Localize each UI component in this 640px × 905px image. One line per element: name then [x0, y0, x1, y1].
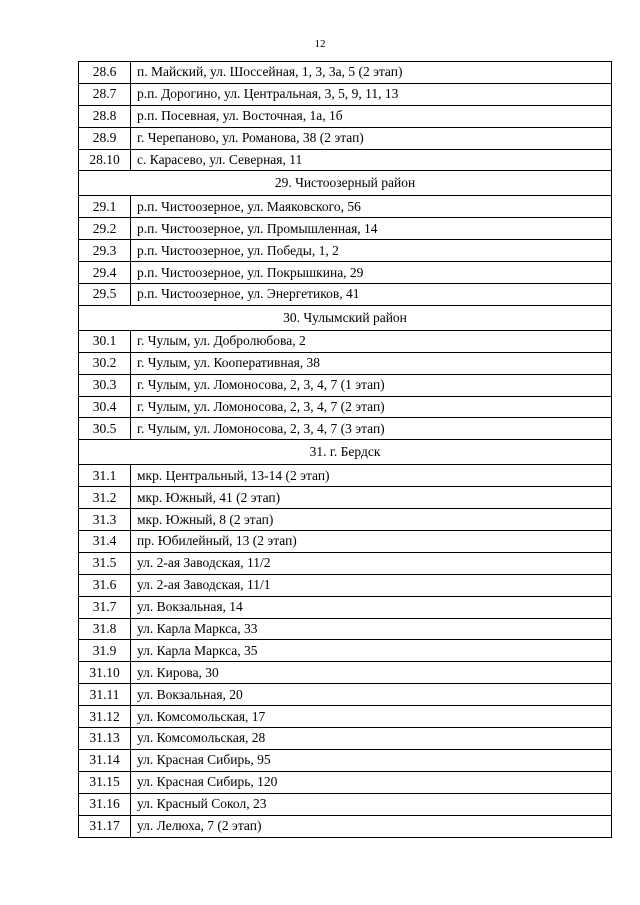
row-address: мкр. Южный, 41 (2 этап)	[131, 487, 612, 509]
table-row	[79, 640, 612, 662]
row-address: р.п. Чистоозерное, ул. Маяковского, 56	[131, 196, 612, 218]
row-number: 31.9	[79, 640, 131, 662]
row-number: 31.10	[79, 662, 131, 684]
section-header-row	[79, 440, 612, 465]
table-row	[79, 749, 612, 771]
row-address: ул. Красный Сокол, 23	[131, 793, 612, 815]
row-number: 29.2	[79, 218, 131, 240]
row-number: 31.12	[79, 706, 131, 728]
table-row	[79, 618, 612, 640]
row-address: г. Чулым, ул. Ломоносова, 2, 3, 4, 7 (2 этап)	[131, 396, 612, 418]
table-row	[79, 815, 612, 837]
address-table	[78, 61, 612, 838]
row-address: пр. Юбилейный, 13 (2 этап)	[131, 531, 612, 553]
table-row	[79, 574, 612, 596]
table-row	[79, 262, 612, 284]
row-number: 31.13	[79, 728, 131, 750]
row-address: ул. Красная Сибирь, 95	[131, 749, 612, 771]
table-row	[79, 218, 612, 240]
row-address: г. Чулым, ул. Кооперативная, 38	[131, 352, 612, 374]
row-address: ул. 2-ая Заводская, 11/2	[131, 552, 612, 574]
row-number: 29.5	[79, 284, 131, 306]
row-number: 31.5	[79, 552, 131, 574]
row-number: 31.16	[79, 793, 131, 815]
row-address: р.п. Чистоозерное, ул. Энергетиков, 41	[131, 284, 612, 306]
row-number: 31.8	[79, 618, 131, 640]
section-header-row	[79, 305, 612, 330]
row-address: ул. Вокзальная, 20	[131, 684, 612, 706]
row-address: с. Карасево, ул. Северная, 11	[131, 149, 612, 171]
row-number: 30.2	[79, 352, 131, 374]
table-row	[79, 352, 612, 374]
table-row	[79, 62, 612, 84]
row-number: 31.1	[79, 465, 131, 487]
table-row	[79, 105, 612, 127]
row-number: 28.7	[79, 83, 131, 105]
row-number: 29.3	[79, 240, 131, 262]
row-address: ул. Вокзальная, 14	[131, 596, 612, 618]
table-row	[79, 706, 612, 728]
table-row	[79, 418, 612, 440]
row-address: г. Чулым, ул. Добролюбова, 2	[131, 330, 612, 352]
table-row	[79, 374, 612, 396]
row-number: 28.9	[79, 127, 131, 149]
row-number: 31.14	[79, 749, 131, 771]
row-number: 28.8	[79, 105, 131, 127]
table-row	[79, 465, 612, 487]
page-number: 12	[314, 38, 326, 50]
row-address: г. Черепаново, ул. Романова, 38 (2 этап)	[131, 127, 612, 149]
table-row	[79, 149, 612, 171]
row-number: 28.10	[79, 149, 131, 171]
table-row	[79, 552, 612, 574]
row-number: 31.7	[79, 596, 131, 618]
row-address: р.п. Дорогино, ул. Центральная, 3, 5, 9, 11, 13	[131, 83, 612, 105]
table-row	[79, 396, 612, 418]
section-title: 29. Чистоозерный район	[79, 171, 612, 196]
table-row	[79, 684, 612, 706]
table-row	[79, 531, 612, 553]
row-address: ул. 2-ая Заводская, 11/1	[131, 574, 612, 596]
row-address: ул. Лелюха, 7 (2 этап)	[131, 815, 612, 837]
row-number: 31.3	[79, 509, 131, 531]
row-address: мкр. Южный, 8 (2 этап)	[131, 509, 612, 531]
row-address: ул. Кирова, 30	[131, 662, 612, 684]
address-table-body	[79, 62, 612, 838]
row-address: ул. Карла Маркса, 35	[131, 640, 612, 662]
row-number: 31.15	[79, 771, 131, 793]
row-number: 29.1	[79, 196, 131, 218]
table-row	[79, 596, 612, 618]
table-row	[79, 284, 612, 306]
row-number: 31.17	[79, 815, 131, 837]
row-number: 31.11	[79, 684, 131, 706]
row-address: р.п. Чистоозерное, ул. Промышленная, 14	[131, 218, 612, 240]
row-address: р.п. Чистоозерное, ул. Покрышкина, 29	[131, 262, 612, 284]
row-number: 30.5	[79, 418, 131, 440]
table-row	[79, 83, 612, 105]
row-address: ул. Комсомольская, 28	[131, 728, 612, 750]
row-number: 31.6	[79, 574, 131, 596]
table-row	[79, 196, 612, 218]
section-header-row	[79, 171, 612, 196]
row-address: ул. Комсомольская, 17	[131, 706, 612, 728]
table-row	[79, 240, 612, 262]
row-number: 29.4	[79, 262, 131, 284]
row-number: 31.2	[79, 487, 131, 509]
row-address: р.п. Посевная, ул. Восточная, 1а, 1б	[131, 105, 612, 127]
section-title: 31. г. Бердск	[79, 440, 612, 465]
row-number: 30.1	[79, 330, 131, 352]
section-title: 30. Чулымский район	[79, 305, 612, 330]
row-number: 30.3	[79, 374, 131, 396]
table-row	[79, 127, 612, 149]
table-row	[79, 771, 612, 793]
table-row	[79, 509, 612, 531]
row-address: г. Чулым, ул. Ломоносова, 2, 3, 4, 7 (3 этап)	[131, 418, 612, 440]
row-address: р.п. Чистоозерное, ул. Победы, 1, 2	[131, 240, 612, 262]
row-number: 28.6	[79, 62, 131, 84]
table-row	[79, 728, 612, 750]
row-number: 30.4	[79, 396, 131, 418]
table-row	[79, 487, 612, 509]
table-row	[79, 662, 612, 684]
row-address: г. Чулым, ул. Ломоносова, 2, 3, 4, 7 (1 этап)	[131, 374, 612, 396]
table-row	[79, 330, 612, 352]
table-row	[79, 793, 612, 815]
row-address: ул. Красная Сибирь, 120	[131, 771, 612, 793]
row-address: мкр. Центральный, 13-14 (2 этап)	[131, 465, 612, 487]
row-number: 31.4	[79, 531, 131, 553]
row-address: п. Майский, ул. Шоссейная, 1, 3, 3а, 5 (2 этап)	[131, 62, 612, 84]
row-address: ул. Карла Маркса, 33	[131, 618, 612, 640]
